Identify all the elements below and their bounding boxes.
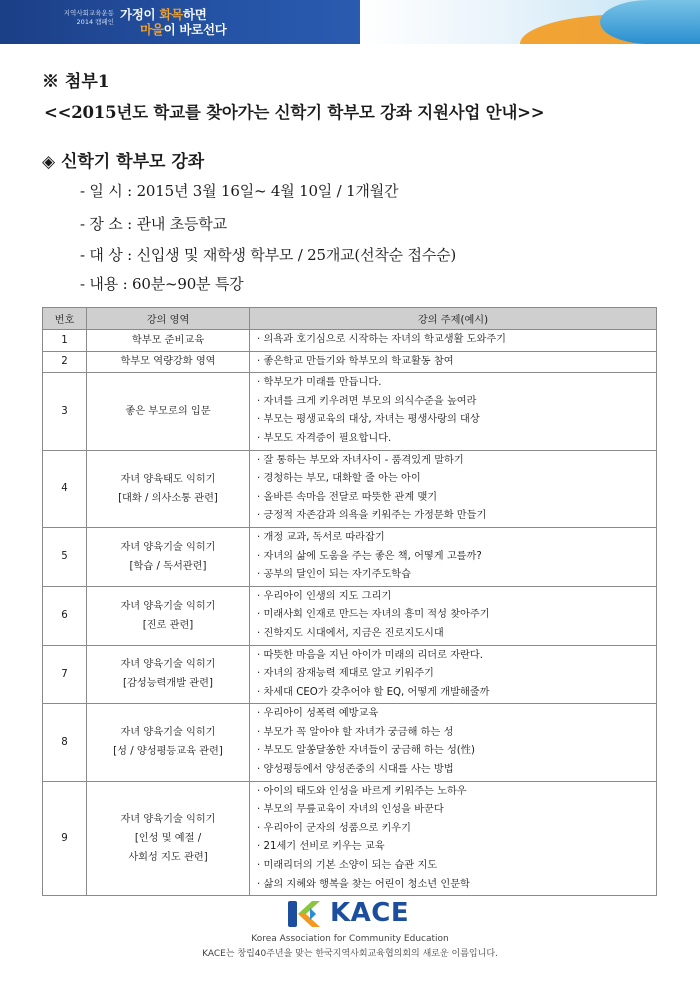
topic-item: · 21세기 선비로 키우는 교육: [257, 841, 385, 853]
campaign-slogan: [120, 7, 227, 37]
topic-item: · 부모가 꼭 알아야 할 자녀가 궁금해 하는 성: [257, 726, 454, 738]
row-topics: [250, 373, 657, 450]
topic-item: · 올바른 속마음 전달로 따뜻한 관계 맺기: [257, 491, 438, 503]
header-banner: [0, 0, 700, 44]
topic-item: · 공부의 달인이 되는 자기주도학습: [257, 569, 411, 581]
topic-item: · 개정 교과, 독서로 따라잡기: [257, 531, 385, 543]
campaign-line1: 지역사회교육운동: [63, 9, 114, 17]
banner-wave: [600, 0, 700, 44]
table-row: [43, 704, 657, 781]
topic-item: · 우리아이 인생의 지도 그리기: [257, 590, 392, 602]
topic-item: · 미래리더의 기본 소양이 되는 습관 지도: [257, 860, 438, 872]
row-topics: [250, 645, 657, 704]
table-row: [43, 450, 657, 527]
slogan-highlight: 화목: [159, 7, 183, 22]
topic-item: · 자녀의 잠재능력 제대로 알고 키워주기: [257, 668, 434, 680]
row-topics: [250, 450, 657, 527]
topic-item: · 잘 통하는 부모와 자녀사이 - 품격있게 말하기: [257, 454, 464, 466]
detail-content: - 내용 : 60분~90분 특강: [80, 275, 244, 293]
topic-item: · 자녀를 크게 키우려면 부모의 의식수준을 높여라: [257, 395, 477, 407]
detail-location: - 장 소 : 관내 초등학교: [80, 215, 227, 233]
row-topics: [250, 586, 657, 645]
detail-schedule: - 일 시 : 2015년 3월 16일~ 4월 10일 / 1개월간: [80, 182, 399, 200]
row-topics: [250, 330, 657, 352]
topic-item: · 미래사회 인재로 만드는 자녀의 흥미 적성 찾아주기: [257, 609, 490, 621]
row-area: [87, 450, 250, 527]
slogan-part: 이 바로선다: [163, 22, 227, 37]
area-line: 자녀 양육기술 익히기: [120, 813, 216, 825]
row-area: [87, 373, 250, 450]
area-line: [인성 및 예절 /: [134, 832, 202, 844]
topic-item: · 자녀의 삶에 도움을 주는 좋은 책, 어떻게 고를까?: [257, 550, 482, 562]
topic-item: · 부모도 자격증이 필요합니다.: [257, 432, 392, 444]
row-number: 1: [43, 330, 87, 352]
kace-logo-text: KACE: [330, 898, 410, 928]
row-number: 2: [43, 351, 87, 373]
area-line: 자녀 양육기술 익히기: [120, 727, 216, 739]
table-row: [43, 781, 657, 896]
topic-item: · 우리아이 군자의 성품으로 키우기: [257, 822, 411, 834]
row-number: 4: [43, 450, 87, 527]
area-line: 좋은 부모로의 입문: [125, 405, 211, 417]
row-number: 7: [43, 645, 87, 704]
area-line: [감성능력개발 관련]: [123, 678, 213, 690]
area-line: [학습 / 독서관련]: [129, 560, 207, 572]
area-line: 자녀 양육기술 익히기: [120, 600, 216, 612]
row-number: 8: [43, 704, 87, 781]
campaign-label: [52, 9, 114, 27]
row-area: [87, 645, 250, 704]
kace-logo-icon: [286, 898, 328, 930]
org-name-english: Korea Association for Community Education: [251, 934, 449, 944]
table-row: [43, 645, 657, 704]
area-line: 학부모 준비교육: [131, 334, 205, 346]
row-number: 5: [43, 527, 87, 586]
header-area: 강의 영역: [87, 308, 250, 330]
slogan-part: 가정이: [120, 7, 160, 22]
table-row: [43, 586, 657, 645]
slogan-line2: [120, 22, 227, 37]
row-topics: [250, 527, 657, 586]
topic-item: · 학부모가 미래를 만듭니다.: [257, 377, 382, 389]
area-line: 자녀 양육기술 익히기: [120, 659, 216, 671]
row-number: 9: [43, 781, 87, 896]
topic-item: · 긍정적 자존감과 의욕을 키워주는 가정문화 만들기: [257, 510, 487, 522]
table-row: [43, 527, 657, 586]
topic-item: · 경청하는 부모, 대화할 줄 아는 아이: [257, 473, 421, 485]
detail-target: - 대 상 : 신입생 및 재학생 학부모 / 25개교(선착순 접수순): [80, 246, 457, 264]
document-title: <<2015년도 학교를 찾아가는 신학기 학부모 강좌 지원사업 안내>>: [44, 103, 545, 122]
table-row: [43, 351, 657, 373]
topic-item: · 삶의 지혜와 행복을 찾는 어린이 청소년 인문학: [257, 878, 470, 890]
table-row: [43, 373, 657, 450]
area-line: 자녀 양육태도 익히기: [120, 473, 216, 485]
area-line: 사회성 지도 관련]: [128, 851, 208, 863]
row-number: 6: [43, 586, 87, 645]
area-line: [대화 / 의사소통 관련]: [118, 492, 218, 504]
table-body: [43, 330, 657, 896]
topic-item: · 아이의 태도와 인성을 바르게 키워주는 노하우: [257, 785, 467, 797]
topic-item: · 의욕과 호기심으로 시작하는 자녀의 학교생활 도와주기: [257, 334, 507, 345]
topic-item: · 양성평등에서 양성존중의 시대를 사는 방법: [257, 764, 454, 776]
slogan-part: 하면: [182, 7, 207, 22]
topic-item: · 따뜻한 마음을 지닌 아이가 미래의 리더로 자란다.: [257, 649, 483, 661]
topic-item: · 부모도 알쏭달쏭한 자녀들이 궁금해 하는 성(性): [257, 745, 475, 757]
slogan-highlight: 마을: [140, 22, 164, 37]
area-line: [진로 관련]: [142, 619, 194, 631]
row-area: [87, 781, 250, 896]
area-line: 자녀 양육기술 익히기: [120, 541, 216, 553]
topic-item: · 진학지도 시대에서, 지금은 진로지도시대: [257, 627, 444, 639]
topic-item: · 차세대 CEO가 갖추어야 할 EQ, 어떻게 개발해줄까: [257, 686, 490, 698]
row-topics: [250, 781, 657, 896]
org-tagline: KACE는 창립40주년을 맞는 한국지역사회교육협의회의 새로운 이름입니다.: [202, 949, 498, 959]
table-header-row: [43, 308, 657, 330]
row-topics: [250, 704, 657, 781]
table-row: [43, 330, 657, 352]
topic-item: · 부모의 무릎교육이 자녀의 인성을 바꾼다: [257, 804, 444, 816]
row-area: [87, 586, 250, 645]
row-area: [87, 330, 250, 352]
row-topics: [250, 351, 657, 373]
area-line: [성 / 양성평등교육 관련]: [113, 746, 223, 758]
section-heading: ◈ 신학기 학부모 강좌: [42, 152, 205, 172]
attachment-label: ※ 첨부1: [42, 72, 110, 92]
row-number: 3: [43, 373, 87, 450]
row-area: [87, 704, 250, 781]
header-topics: 강의 주제(예시): [250, 308, 657, 330]
area-line: 학부모 역량강화 영역: [120, 356, 216, 368]
row-area: [87, 527, 250, 586]
topic-item: · 부모는 평생교육의 대상, 자녀는 평생사랑의 대상: [257, 414, 480, 426]
header-number: 번호: [43, 308, 87, 330]
course-table: [42, 307, 657, 896]
topic-item: · 좋은학교 만들기와 학부모의 학교활동 참여: [257, 355, 454, 367]
topic-item: · 우리아이 성폭력 예방교육: [257, 708, 379, 720]
campaign-line2: 2014 캠페인: [76, 18, 114, 26]
row-area: [87, 351, 250, 373]
kace-logo: [286, 898, 426, 932]
